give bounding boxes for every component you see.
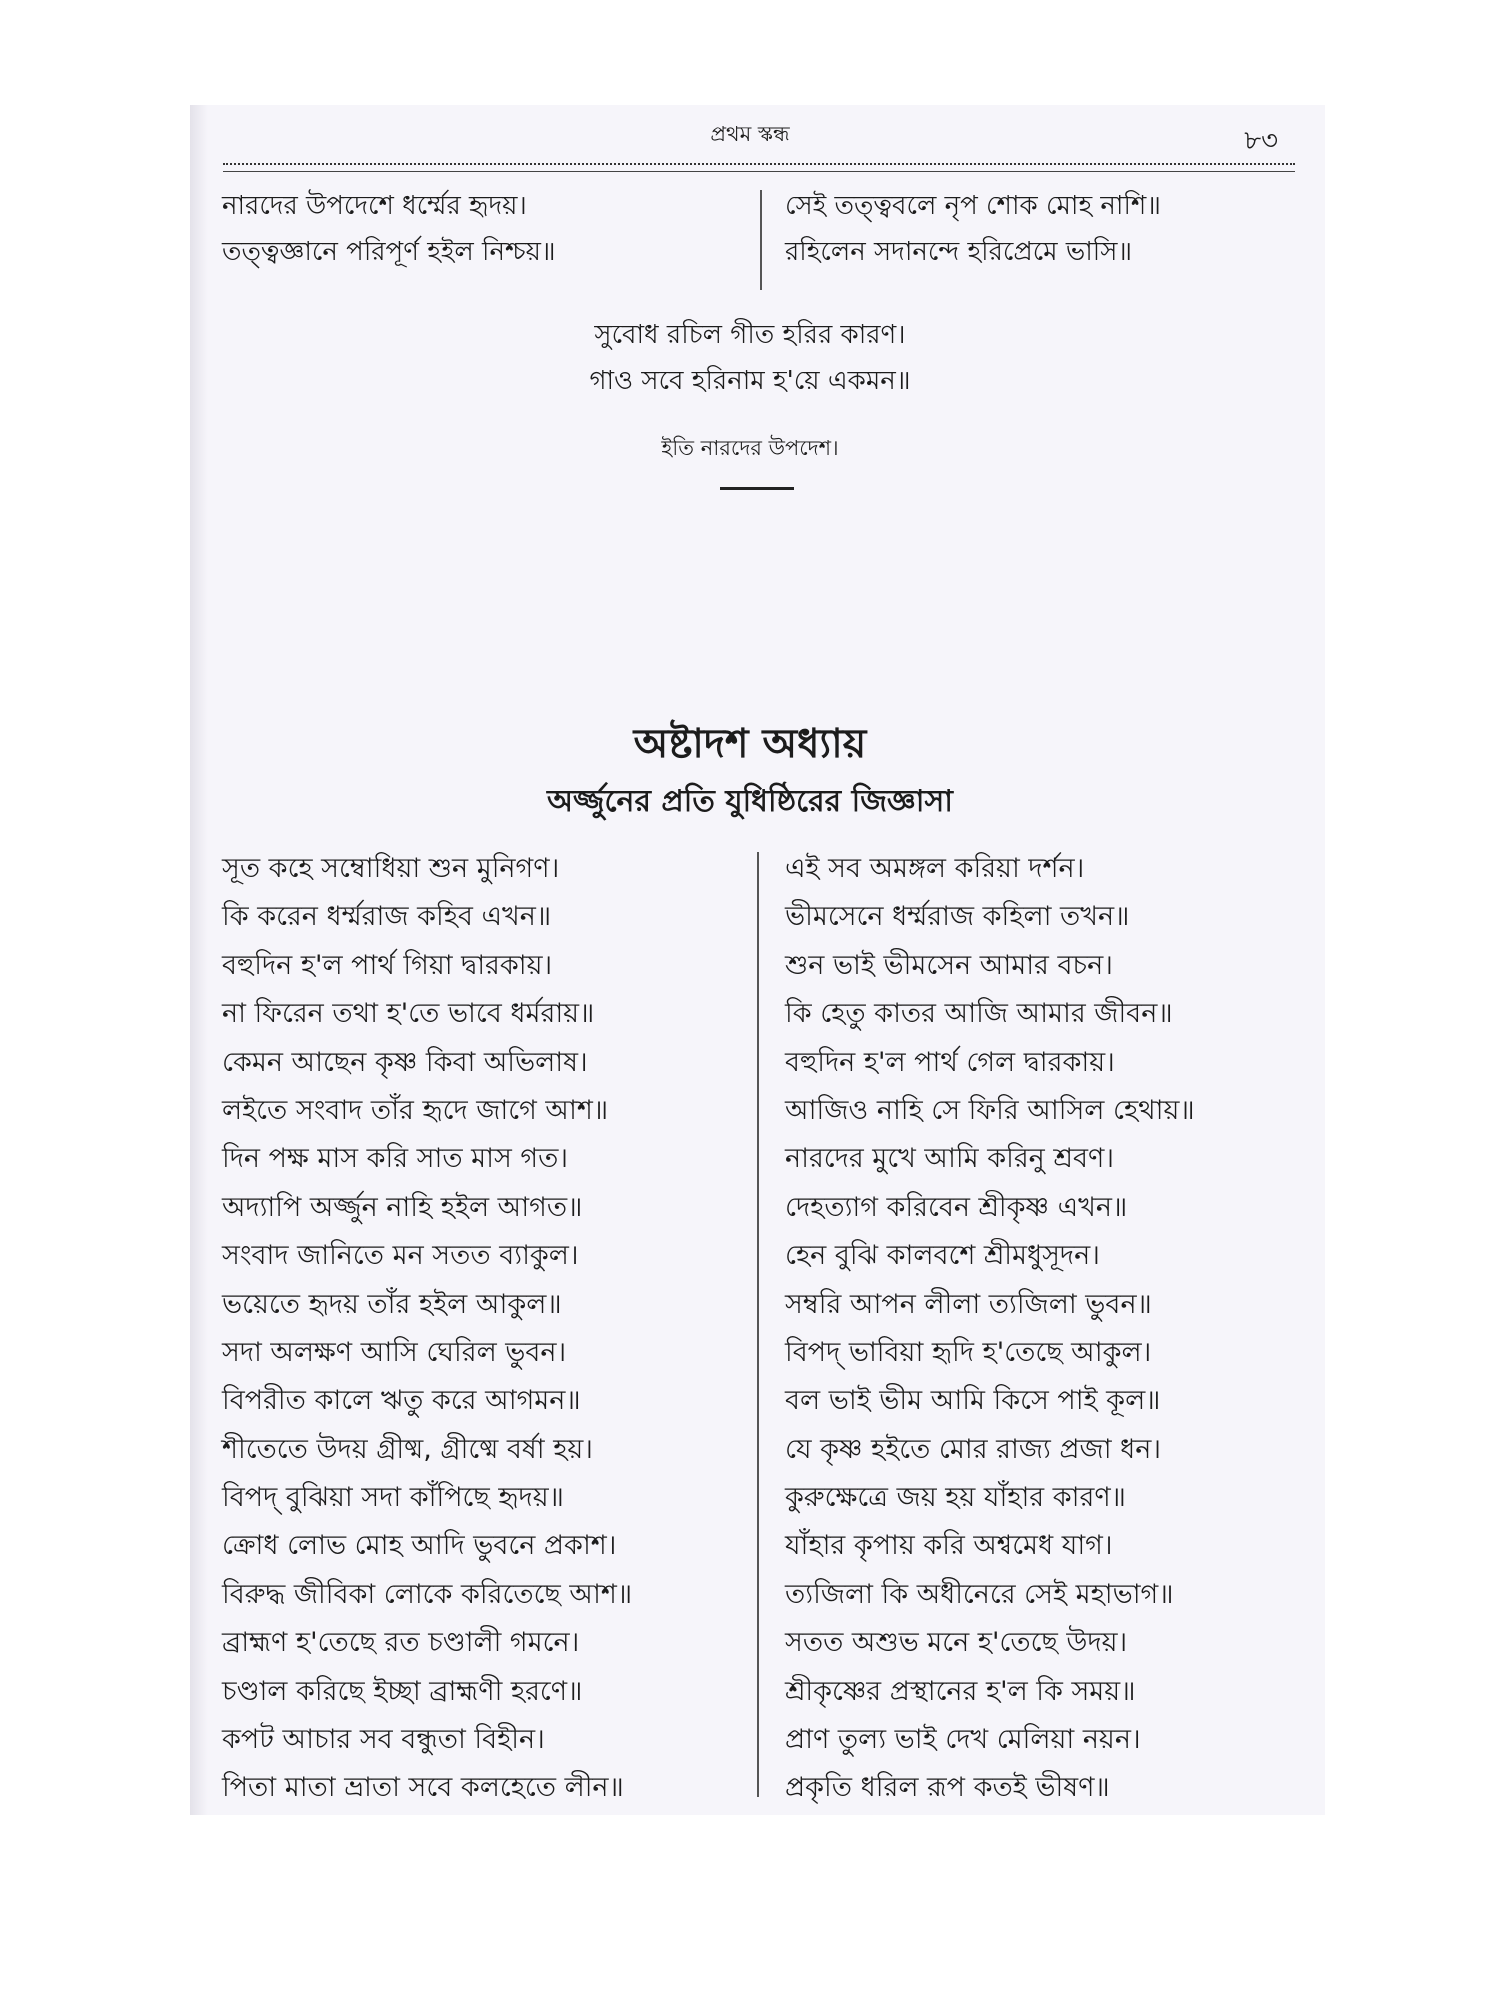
verse-line: হেন বুঝি কালবশে শ্রীমধুসূদন। (785, 1240, 1100, 1272)
verse-line: নারদের উপদেশে ধর্ম্মের হৃদয়। (222, 191, 527, 221)
verse-line: ক্রোধ লোভ মোহ আদি ভুবনে প্রকাশ। (222, 1530, 617, 1562)
verse-line: কুরুক্ষেত্রে জয় হয় যাঁহার কারণ॥ (785, 1482, 1126, 1514)
top-verse-right-column (785, 183, 1161, 275)
verse-line: প্রকৃতি ধরিল রূপ কতই ভীষণ॥ (785, 1772, 1110, 1804)
verse-line: বিপরীত কালে ঋতু করে আগমন॥ (222, 1385, 581, 1417)
verse-line: পিতা মাতা ভ্রাতা সবে কলহেতে লীন॥ (222, 1772, 624, 1804)
closing-verse (0, 312, 1500, 404)
verse-line: কি হেতু কাতর আজি আমার জীবন॥ (785, 998, 1173, 1030)
verse-line: সূত কহে সম্বোধিয়া শুন মুনিগণ। (222, 853, 560, 884)
main-verse-right-column (785, 845, 1195, 1813)
verse-line: লইতে সংবাদ তাঁর হৃদে জাগে আশ॥ (222, 1094, 609, 1126)
verse-line: তত্ত্বজ্ঞানে পরিপূর্ণ হইল নিশ্চয়॥ (222, 237, 556, 267)
verse-line: দিন পক্ষ মাস করি সাত মাস গত। (222, 1143, 569, 1175)
section-end-rule (720, 487, 794, 490)
verse-line: সেই তত্ত্ববলে নৃপ শোক মোহ নাশি॥ (785, 191, 1161, 221)
top-verse-left-column (222, 183, 556, 275)
verse-line: ব্রাহ্মণ হ'তেছে রত চণ্ডালী গমনে। (222, 1627, 580, 1659)
verse-line: আজিও নাহি সে ফিরি আসিল হেথায়॥ (785, 1094, 1195, 1126)
verse-line: বল ভাই ভীম আমি কিসে পাই কূল॥ (785, 1385, 1161, 1417)
verse-line: শীতেতে উদয় গ্রীষ্ম, গ্রীষ্মে বর্ষা হয়। (222, 1433, 593, 1465)
header-rule (223, 163, 1295, 172)
verse-line: বিপদ্ বুঝিয়া সদা কাঁপিছে হৃদয়॥ (222, 1482, 564, 1514)
verse-line: দেহত্যাগ করিবেন শ্রীকৃষ্ণ এখন॥ (785, 1191, 1128, 1223)
verse-line: শ্রীকৃষ্ণের প্রস্থানের হ'ল কি সময়॥ (785, 1675, 1136, 1707)
verse-line: ত্যজিলা কি অধীনেরে সেই মহাভাগ॥ (785, 1578, 1174, 1610)
running-title: প্রথম স্কন্ধ (710, 122, 790, 146)
verse-line: সদা অলক্ষণ আসি ঘেরিল ভুবন। (222, 1336, 567, 1368)
verse-line: কপট আচার সব বন্ধুতা বিহীন। (222, 1724, 545, 1756)
verse-line: প্রাণ তুল্য ভাই দেখ মেলিয়া নয়ন। (785, 1724, 1141, 1756)
verse-line: এই সব অমঙ্গল করিয়া দর্শন। (785, 853, 1085, 884)
verse-line: সতত অশুভ মনে হ'তেছে উদয়। (785, 1627, 1128, 1659)
verse-line: বহুদিন হ'ল পার্থ গেল দ্বারকায়। (785, 1046, 1115, 1078)
verse-line: না ফিরেন তথা হ'তে ভাবে ধর্মরায়॥ (222, 998, 595, 1030)
verse-line: চণ্ডাল করিছে ইচ্ছা ব্রাহ্মণী হরণে॥ (222, 1675, 583, 1707)
verse-line: বহুদিন হ'ল পার্থ গিয়া দ্বারকায়। (222, 949, 553, 981)
chapter-title: অষ্টাদশ অধ্যায় (633, 721, 867, 767)
verse-line: রহিলেন সদানন্দে হরিপ্রেমে ভাসি॥ (785, 237, 1133, 267)
page-number: ৮৩ (1244, 126, 1278, 156)
verse-line: ভয়েতে হৃদয় তাঁর হইল আকুল॥ (222, 1288, 562, 1320)
verse-line: কি করেন ধর্ম্মরাজ কহিব এখন॥ (222, 901, 552, 933)
column-divider (757, 852, 759, 1797)
verse-line: কেমন আছেন কৃষ্ণ কিবা অভিলাষ। (222, 1046, 588, 1078)
column-divider (760, 190, 762, 290)
main-verse-left-column (222, 845, 632, 1813)
verse-line: সম্বরি আপন লীলা ত্যজিলা ভুবন॥ (785, 1288, 1152, 1320)
verse-line: যে কৃষ্ণ হইতে মোর রাজ্য প্রজা ধন। (785, 1433, 1162, 1465)
verse-line: গাও সবে হরিনাম হ'য়ে একমন॥ (589, 366, 911, 396)
verse-line: যাঁহার কৃপায় করি অশ্বমেধ যাগ। (785, 1530, 1113, 1562)
verse-line: অদ্যাপি অর্জ্জুন নাহি হইল আগত॥ (222, 1191, 583, 1223)
verse-line: সংবাদ জানিতে মন সতত ব্যাকুল। (222, 1240, 579, 1272)
verse-line: সুবোধ রচিল গীত হরির কারণ। (594, 320, 906, 350)
verse-line: বিপদ্ ভাবিয়া হৃদি হ'তেছে আকুল। (785, 1336, 1152, 1368)
verse-line: বিরুদ্ধ জীবিকা লোকে করিতেছে আশ॥ (222, 1578, 633, 1610)
colophon: ইতি নারদের উপদেশ। (661, 436, 839, 460)
chapter-subtitle: অর্জ্জুনের প্রতি যুধিষ্ঠিরের জিজ্ঞাসা (547, 784, 953, 819)
verse-line: ভীমসেনে ধর্ম্মরাজ কহিলা তখন॥ (785, 901, 1130, 933)
verse-line: শুন ভাই ভীমসেন আমার বচন। (785, 949, 1113, 981)
verse-line: নারদের মুখে আমি করিনু শ্রবণ। (785, 1143, 1115, 1175)
